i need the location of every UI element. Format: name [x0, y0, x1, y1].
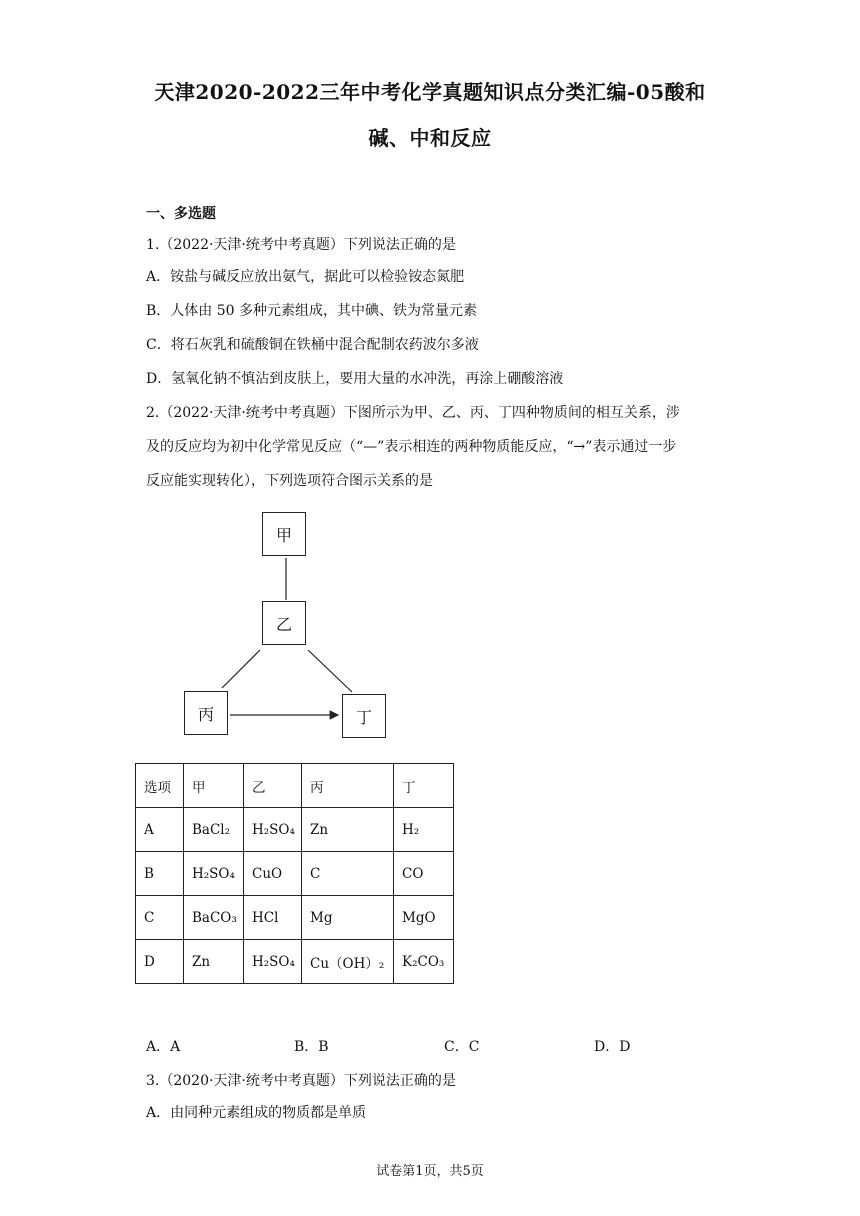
table-cell: D: [136, 940, 184, 984]
table-cell: CuO: [244, 852, 302, 896]
link-yi-bing: [222, 650, 260, 688]
q2-stem-line-1: 2.（2022·天津·统考中考真题）下图所示为甲、乙、丙、丁四种物质间的相互关系，涉: [146, 405, 680, 421]
q2-answer-a[interactable]: A．A: [146, 1039, 181, 1055]
document-title-line-1: 天津2020-2022三年中考化学真题知识点分类汇编-05酸和: [154, 80, 706, 104]
table-row: [136, 940, 454, 984]
q2-answer-choices: [146, 1036, 666, 1056]
q2-answer-c[interactable]: C．C: [444, 1039, 480, 1055]
table-cell: Zn: [302, 808, 394, 852]
q1-option-a: A．铵盐与碱反应放出氨气，据此可以检验铵态氮肥: [146, 269, 465, 285]
table-cell: H₂SO₄: [184, 852, 244, 896]
table-header-row: [136, 764, 454, 808]
table-cell: Mg: [302, 896, 394, 940]
section-heading: 一、多选题: [146, 206, 216, 222]
box-yi: 乙: [262, 601, 306, 645]
document-title-line-2: 碱、中和反应: [368, 126, 492, 150]
table-cell: H₂SO₄: [244, 808, 302, 852]
q3-stem: 3.（2020·天津·统考中考真题）下列说法正确的是: [146, 1073, 456, 1089]
link-yi-ding: [308, 650, 352, 692]
q1-stem: 1.（2022·天津·统考中考真题）下列说法正确的是: [146, 237, 456, 253]
table-row: [136, 852, 454, 896]
q2-stem-line-2: 及的反应均为初中化学常见反应（“—”表示相连的两种物质能反应，“→”表示通过一步: [146, 439, 677, 455]
table-cell: Cu（OH）₂: [302, 940, 394, 984]
q2-answer-d[interactable]: D．D: [594, 1039, 631, 1055]
table-header-cell: 选项: [136, 764, 184, 808]
q3-option-a: A．由同种元素组成的物质都是单质: [146, 1105, 367, 1121]
table-cell: C: [136, 896, 184, 940]
table-header-cell: 丁: [394, 764, 454, 808]
box-bing: 丙: [184, 691, 228, 735]
box-jia: 甲: [262, 512, 306, 556]
table-cell: CO: [394, 852, 454, 896]
table-cell: H₂SO₄: [244, 940, 302, 984]
q2-answer-b[interactable]: B．B: [294, 1039, 329, 1055]
table-cell: BaCl₂: [184, 808, 244, 852]
table-cell: BaCO₃: [184, 896, 244, 940]
table-cell: B: [136, 852, 184, 896]
table-header-cell: 乙: [244, 764, 302, 808]
table-cell: MgO: [394, 896, 454, 940]
q2-stem-line-3: 反应能实现转化），下列选项符合图示关系的是: [146, 473, 433, 489]
table-cell: A: [136, 808, 184, 852]
q1-option-c: C．将石灰乳和硫酸铜在铁桶中混合配制农药波尔多液: [146, 337, 479, 353]
table-cell: Zn: [184, 940, 244, 984]
q1-option-d: D．氢氧化钠不慎沾到皮肤上，要用大量的水冲洗，再涂上硼酸溶液: [146, 371, 564, 387]
table-header-cell: 丙: [302, 764, 394, 808]
q1-option-b: B．人体由 50 多种元素组成，其中碘、铁为常量元素: [146, 303, 478, 319]
relation-diagram: [180, 508, 392, 742]
table-row: [136, 896, 454, 940]
table-header-cell: 甲: [184, 764, 244, 808]
table-cell: K₂CO₃: [394, 940, 454, 984]
page-footer: 试卷第1页，共5页: [376, 1164, 484, 1179]
box-ding: 丁: [342, 694, 386, 738]
table-cell: H₂: [394, 808, 454, 852]
table-row: [136, 808, 454, 852]
options-table: [135, 763, 454, 984]
table-cell: C: [302, 852, 394, 896]
table-cell: HCl: [244, 896, 302, 940]
